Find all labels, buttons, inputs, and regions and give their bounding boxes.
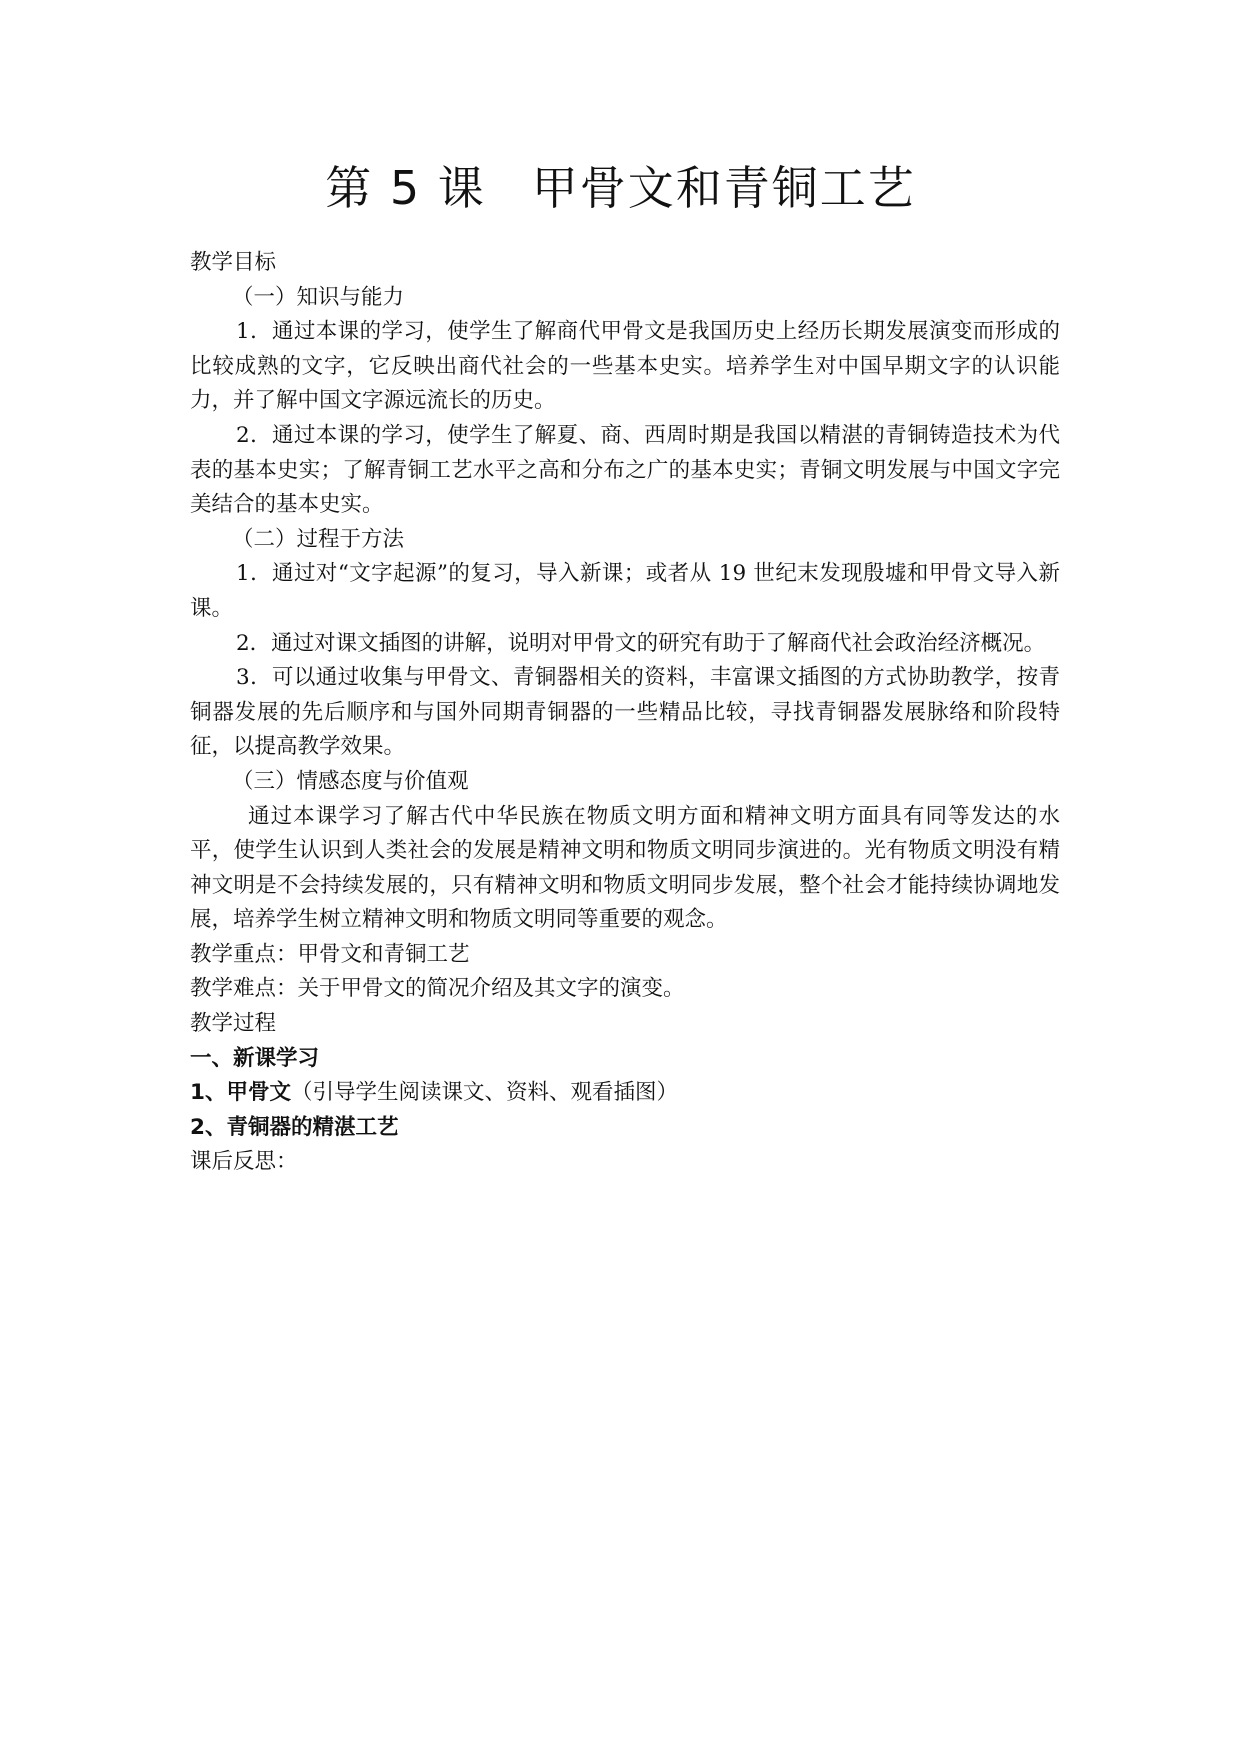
title-topic: 甲骨文和青铜工艺 (531, 161, 916, 215)
section2-item-3: 3．可以通过收集与甲骨文、青铜器相关的资料，丰富课文插图的方式协助教学，按青铜器发展的先后顺序和与国外同期青铜器的一些精品比较，寻找青铜器发展脉络和阶段特征，以提高教学效果。 (190, 665, 1060, 760)
difficulty-line (190, 972, 1060, 1007)
section2-item-2: 2．通过对课文插图的讲解，说明对甲骨文的研究有助于了解商代社会政治经济概况。 (236, 630, 1046, 656)
item1-note: （引导学生阅读课文、资料、观看插图） (290, 1080, 678, 1106)
item2-heading: 2、青铜器的精湛工艺 (190, 1114, 399, 1140)
title-lesson: 第 5 课 (325, 161, 486, 215)
part1-heading: 一、新课学习 (190, 1045, 320, 1071)
page-title (0, 152, 1241, 218)
key-point-label: 教学重点： (190, 941, 298, 967)
section1-item-2: 2．通过本课的学习，使学生了解夏、商、西周时期是我国以精湛的青铜铸造技术为代表的基本史实；了解青铜工艺水平之高和分布之广的基本史实；青铜文明发展与中国文字完美结合的基本史实。 (190, 422, 1060, 518)
process-heading: 教学过程 (190, 1011, 277, 1037)
key-point-value: 甲骨文和青铜工艺 (297, 941, 470, 967)
section2-item-1: 1．通过对“文字起源”的复习，导入新课；或者从 19 世纪末发现殷墟和甲骨文导入新课。 (190, 561, 1060, 621)
section3-heading: （三）情感态度与价值观 (232, 768, 469, 794)
document-body (190, 246, 1060, 1180)
section1-item-1: 1．通过本课的学习，使学生了解商代甲骨文是我国历史上经历长期发展演变而形成的比较成熟的文字，它反映出商代社会的一些基本史实。培养学生对中国早期文字的认识能力，并了解中国文字源远流长的历史。 (190, 319, 1060, 414)
key-point-line (190, 938, 1060, 973)
section1-heading: （一）知识与能力 (232, 284, 405, 310)
difficulty-label: 教学难点： (190, 976, 298, 1002)
section2-heading: （二）过程于方法 (232, 526, 405, 552)
item1-line (190, 1076, 1060, 1111)
objectives-heading: 教学目标 (190, 250, 277, 275)
section3-text: 通过本课学习了解古代中华民族在物质文明方面和精神文明方面具有同等发达的水平，使学生认识到人类社会的发展是精神文明和物质文明同步演进的。光有物质文明没有精神文明是不会持续发展的，只有精神文明和物质文明同步发展，整个社会才能持续协调地发展，培养学生树立精神文明和物质文明同等重要的观念。 (190, 803, 1060, 933)
item1-label: 1、甲骨文 (190, 1080, 291, 1106)
reflection-label: 课后反思： (190, 1149, 298, 1175)
difficulty-value: 关于甲骨文的简况介绍及其文字的演变。 (297, 976, 685, 1002)
